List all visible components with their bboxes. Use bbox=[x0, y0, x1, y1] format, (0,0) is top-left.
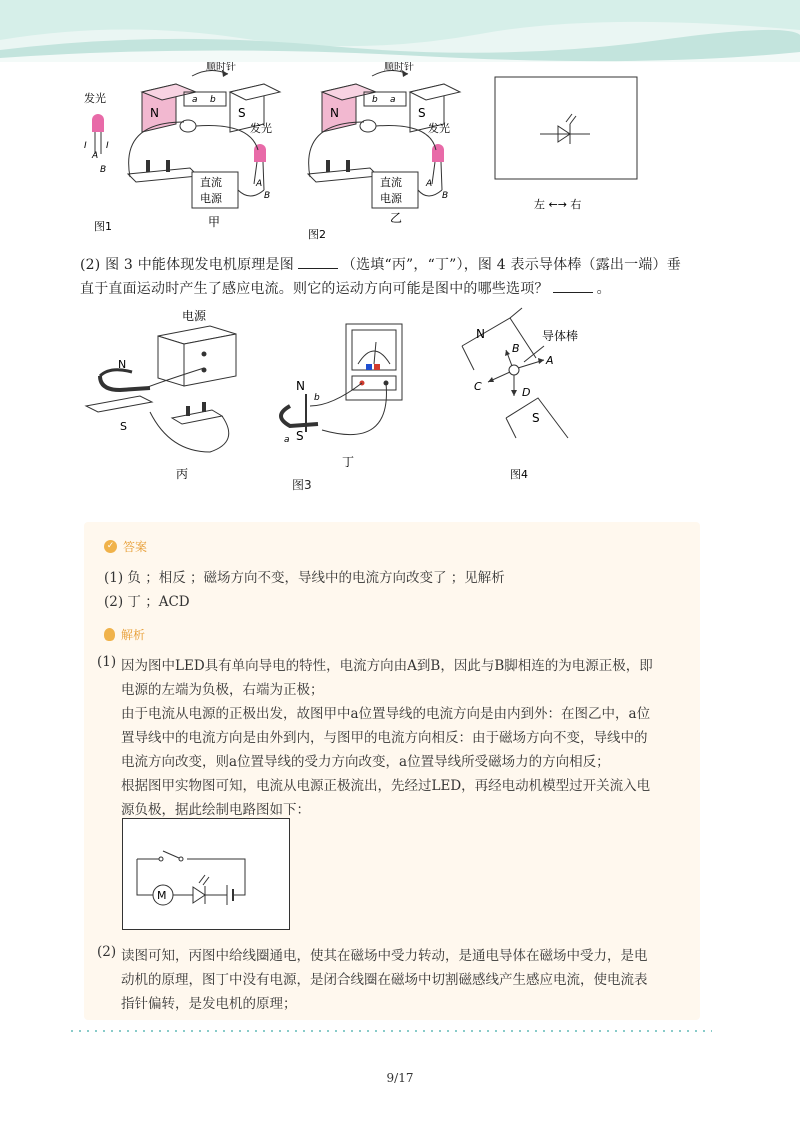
answer-line-2: (2) 丁 ；ACD bbox=[104, 594, 190, 610]
analysis-1-line: 电流方向改变，则a位置导线的受力方向改变，a位置导线所受磁场力的方向相反； bbox=[121, 754, 610, 770]
svg-text:a: a bbox=[192, 95, 198, 105]
svg-text:I: I bbox=[106, 141, 109, 151]
analysis-heading: 解析 bbox=[104, 626, 145, 643]
svg-text:N: N bbox=[296, 379, 305, 393]
svg-text:b: b bbox=[210, 95, 216, 105]
analysis-1-line: 根据图甲实物图可知，电流从电源正极流出，先经过LED，再经电动机模型过开关流入电 bbox=[121, 778, 651, 794]
svg-text:丁: 丁 bbox=[342, 455, 355, 469]
svg-text:图1: 图1 bbox=[94, 220, 112, 233]
svg-text:电源: 电源 bbox=[182, 309, 207, 323]
svg-text:A: A bbox=[92, 151, 99, 161]
answer-line-1: (1) 负 ；相反 ；磁场方向不变，导线中的电流方向改变了 ；见解析 bbox=[104, 570, 505, 586]
analysis-number-2: (2) bbox=[97, 944, 117, 960]
svg-text:A: A bbox=[546, 354, 554, 367]
analysis-number-1: (1) bbox=[97, 654, 117, 670]
answer-blank-1[interactable] bbox=[298, 256, 338, 269]
svg-text:图4: 图4 bbox=[510, 468, 528, 481]
circuit-diagram bbox=[122, 818, 290, 930]
svg-text:a: a bbox=[284, 435, 290, 445]
figure-2-motor-model bbox=[300, 62, 470, 242]
svg-text:发光: 发光 bbox=[250, 122, 272, 135]
svg-text:S: S bbox=[532, 411, 540, 425]
figure-4-conductor-rod bbox=[452, 306, 612, 486]
svg-text:M: M bbox=[157, 889, 167, 902]
svg-text:顺时针: 顺时针 bbox=[384, 62, 414, 73]
question-2-line-1 bbox=[80, 254, 681, 274]
figure-3-label: 图3 bbox=[292, 478, 312, 492]
svg-text:S: S bbox=[238, 106, 246, 120]
svg-text:直流: 直流 bbox=[200, 176, 222, 189]
svg-text:N: N bbox=[476, 327, 485, 341]
analysis-2-line: 指针偏转，是发电机的原理； bbox=[121, 996, 297, 1012]
svg-text:S: S bbox=[418, 106, 426, 120]
svg-text:B: B bbox=[100, 165, 107, 175]
analysis-1-line: 由于电流从电源的正极出发，故图甲中a位置导线的电流方向是由内到外：在图乙中，a位 bbox=[121, 706, 651, 722]
svg-text:B: B bbox=[264, 191, 271, 201]
svg-text:乙: 乙 bbox=[390, 211, 403, 225]
svg-text:直流: 直流 bbox=[380, 176, 402, 189]
svg-text:电源: 电源 bbox=[380, 192, 402, 205]
svg-text:导体棒: 导体棒 bbox=[542, 329, 579, 343]
svg-text:甲: 甲 bbox=[208, 215, 221, 229]
analysis-2-line: 动机的原理，图丁中没有电源，是闭合线圈在磁场中切割磁感线产生感应电流，使电流表 bbox=[121, 972, 648, 988]
svg-text:A: A bbox=[426, 179, 433, 189]
svg-text:S: S bbox=[296, 429, 304, 443]
svg-text:N: N bbox=[330, 106, 339, 120]
analysis-2-line: 读图可知，丙图中给线圈通电，使其在磁场中受力转动，是通电导体在磁场中受力，是电 bbox=[121, 948, 648, 964]
analysis-1-line: 源负极，据此绘制电路图如下： bbox=[121, 802, 310, 818]
svg-text:a: a bbox=[390, 95, 396, 105]
svg-text:b: b bbox=[314, 393, 320, 403]
question-2-part-2: （选填“丙”，“丁”），图 4 表示导体棒（露出一端）垂 bbox=[341, 257, 681, 273]
answer-panel bbox=[84, 522, 700, 1020]
header-banner bbox=[0, 0, 800, 62]
svg-text:电源: 电源 bbox=[200, 192, 222, 205]
svg-text:C: C bbox=[474, 380, 482, 393]
lightbulb-icon bbox=[104, 628, 115, 641]
svg-text:丙: 丙 bbox=[176, 467, 189, 481]
answer-blank-2[interactable] bbox=[553, 280, 593, 293]
svg-text:I: I bbox=[84, 141, 87, 151]
svg-text:发光: 发光 bbox=[428, 122, 450, 135]
check-icon: ✓ bbox=[104, 540, 117, 553]
svg-text:N: N bbox=[150, 106, 159, 120]
analysis-1-line: 电源的左端为负极，右端为正极； bbox=[121, 682, 324, 698]
svg-text:图2: 图2 bbox=[308, 228, 326, 241]
analysis-1-line: 因为图中LED具有单向导电的特性，电流方向由A到B，因此与B脚相连的为电源正极，即 bbox=[121, 658, 653, 674]
svg-text:B: B bbox=[512, 342, 520, 355]
svg-text:B: B bbox=[442, 191, 449, 201]
diode-direction-box bbox=[494, 76, 640, 216]
svg-text:b: b bbox=[372, 95, 378, 105]
question-2-part-1: (2) 图 3 中能体现发电机原理是图 bbox=[80, 257, 294, 273]
svg-text:S: S bbox=[120, 420, 127, 433]
svg-text:A: A bbox=[256, 179, 263, 189]
answer-heading: ✓ 答案 bbox=[104, 538, 147, 555]
svg-text:发光: 发光 bbox=[84, 92, 106, 105]
analysis-1-line: 置导线中的电流方向是由外到内，与图甲的电流方向相反：由于磁场方向不变，导线中的 bbox=[121, 730, 648, 746]
svg-text:顺时针: 顺时针 bbox=[206, 62, 236, 73]
figure-bing-motor bbox=[80, 302, 250, 482]
page-number: 9/17 bbox=[386, 1071, 414, 1085]
svg-text:D: D bbox=[522, 386, 531, 399]
svg-text:左 ←→ 右: 左 ←→ 右 bbox=[534, 198, 582, 211]
svg-text:N: N bbox=[118, 358, 127, 371]
figure-1-motor-model bbox=[80, 62, 290, 242]
figure-ding-generator bbox=[262, 320, 422, 470]
dotted-separator bbox=[68, 1030, 712, 1032]
question-2-line-2: 直于直面运动时产生了感应电流。则它的运动方向可能是图中的哪些选项？ 。 bbox=[80, 281, 611, 297]
